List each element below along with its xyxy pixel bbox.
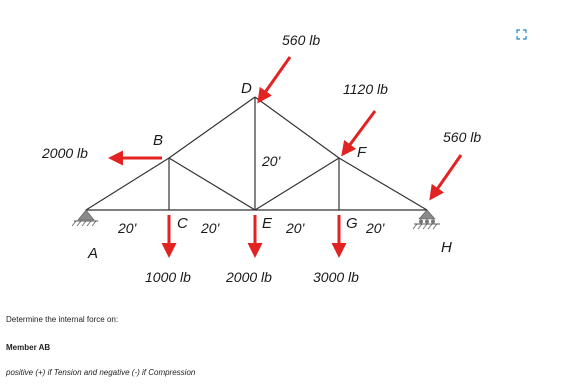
joint-label-a: A xyxy=(88,245,99,262)
roller-support-h xyxy=(413,210,440,229)
joint-label-h: H xyxy=(441,239,452,256)
joint-label-f: F xyxy=(357,144,367,161)
question-prompt: Determine the internal force on: xyxy=(6,315,119,324)
question-member: Member AB xyxy=(6,343,51,352)
expand-button[interactable] xyxy=(515,28,527,40)
member-ab xyxy=(86,158,169,210)
member-be xyxy=(169,158,255,210)
pin-support-a xyxy=(72,210,98,226)
dimension-label-gh: 20' xyxy=(366,220,385,236)
load-arrow-h xyxy=(431,155,461,198)
joint-label-b: B xyxy=(153,132,164,149)
load-arrow-d xyxy=(259,57,290,101)
member-bd xyxy=(169,97,255,158)
joint-label-g: G xyxy=(346,215,358,232)
dimension-label-height: 20' xyxy=(262,153,281,169)
load-label-e: 2000 lb xyxy=(226,269,272,285)
expand-icon xyxy=(516,29,527,40)
truss-members xyxy=(86,97,427,210)
load-label-d: 560 lb xyxy=(282,32,321,48)
dimension-label-ac: 20' xyxy=(118,220,137,236)
joint-label-e: E xyxy=(262,215,273,232)
joint-label-c: C xyxy=(177,215,188,232)
load-label-h: 560 lb xyxy=(443,129,482,145)
member-fh xyxy=(339,158,427,210)
joint-label-d: D xyxy=(241,80,252,97)
member-df xyxy=(255,97,339,158)
load-label-g: 3000 lb xyxy=(313,269,359,285)
dimension-label-ce: 20' xyxy=(201,220,220,236)
dimension-label-eg: 20' xyxy=(286,220,305,236)
load-label-f: 1120 lb xyxy=(343,81,388,97)
load-label-c: 1000 lb xyxy=(145,269,191,285)
load-label-b: 2000 lb xyxy=(42,145,88,161)
sign-convention-note: positive (+) if Tension and negative (-) if Compression xyxy=(6,368,196,377)
